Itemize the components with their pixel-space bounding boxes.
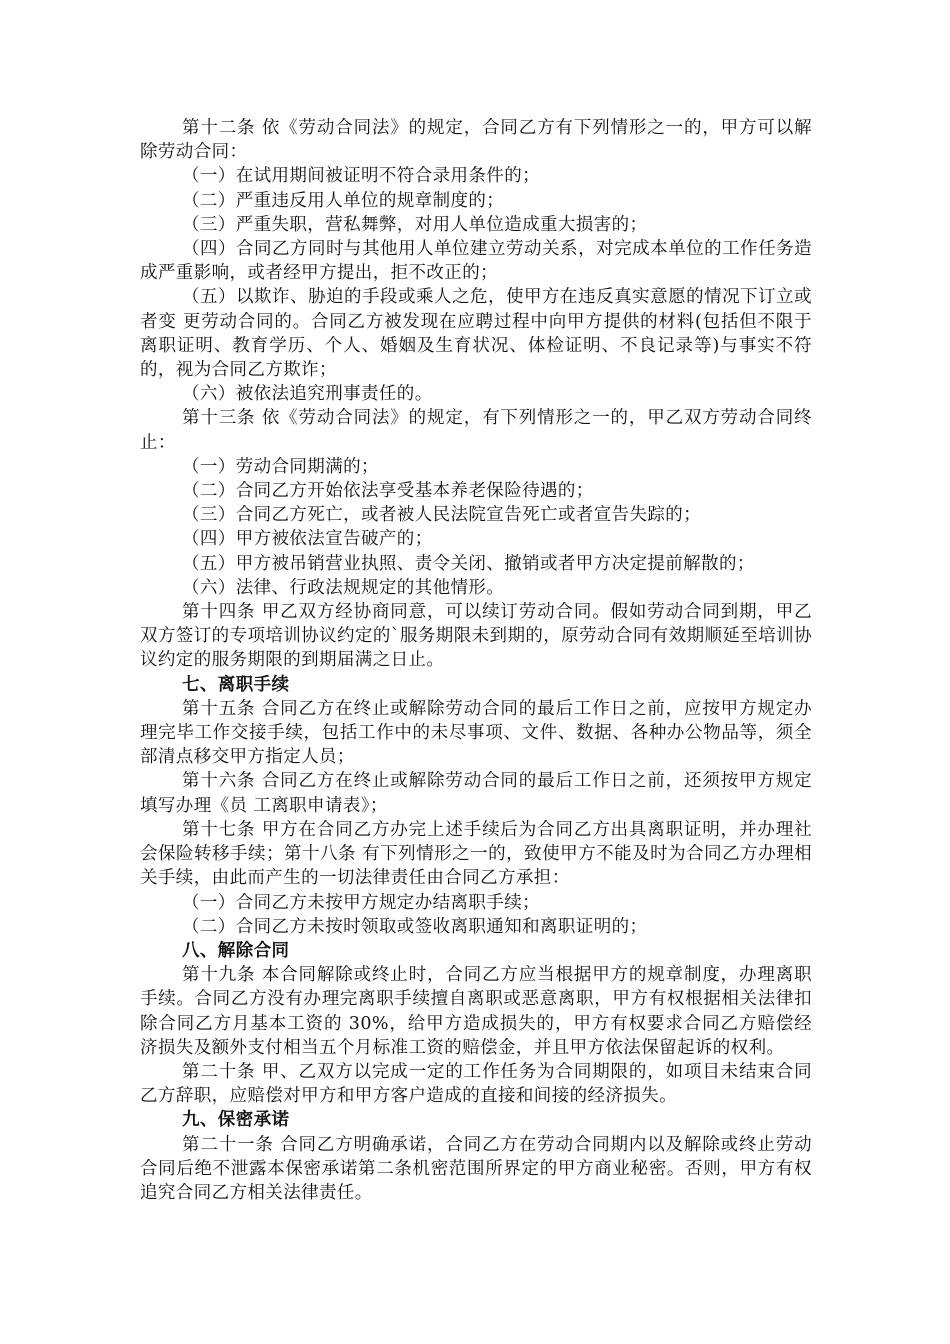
section-heading-9: 九、保密承诺 [182, 1110, 290, 1131]
clause-18-item-1: （一）合同乙方未按甲方规定办结离职手续； [182, 892, 540, 913]
clause-13-item-5: （五）甲方被吊销营业执照、责令关闭、撤销或者甲方决定提前解散的； [182, 553, 755, 574]
clause-12-item-5: （五）以欺诈、胁迫的手段或乘人之危，使甲方在违反真实意愿的情况下订立或者变 更劳动合同的。合同乙方被发现在应聘过程中向甲方提供的材料(包括但不限于离职证明、教育学历、个人、婚姻及生育状况、体检证明、不良记录等)与事实不符的，视为合同乙方欺诈； [140, 287, 812, 381]
clause-12-item-3: （三）严重失职，营私舞弊，对用人单位造成重大损害的； [182, 214, 648, 235]
clause-21: 第二十一条 合同乙方明确承诺，合同乙方在劳动合同期内以及解除或终止劳动合同后绝不泄露本保密承诺第二条机密范围所界定的甲方商业秘密。否则，甲方有权追究合同乙方相关法律责任。 [140, 1134, 812, 1203]
clause-12-item-1: （一）在试用期间被证明不符合录用条件的； [182, 166, 540, 187]
clause-12-item-4: （四）合同乙方同时与其他用人单位建立劳动关系，对完成本单位的工作任务造成严重影响，或者经甲方提出，拒不改正的； [140, 239, 812, 284]
section-heading-8: 八、解除合同 [182, 940, 290, 961]
clause-12-item-6: （六）被依法追究刑事责任的。 [182, 384, 433, 405]
clause-12-item-2: （二）严重违反用人单位的规章制度的； [182, 190, 505, 211]
clause-18-item-2: （二）合同乙方未按时领取或签收离职通知和离职证明的； [182, 916, 648, 937]
clause-13-item-4: （四）甲方被依法宣告破产的； [182, 529, 433, 550]
clause-17-18: 第十七条 甲方在合同乙方办完上述手续后为合同乙方出具离职证明，并办理社会保险转移手续；第十八条 有下列情形之一的，致使甲方不能及时为合同乙方办理相关手续，由此而产生的一切法律责任由合同乙方承担： [140, 819, 812, 889]
clause-15: 第十五条 合同乙方在终止或解除劳动合同的最后工作日之前，应按甲方规定办理完毕工作交接手续，包括工作中的未尽事项、文件、数据、各种办公物品等，须全部清点移交甲方指定人员； [140, 698, 812, 768]
clause-20: 第二十条 甲、乙双方以完成一定的工作任务为合同期限的，如项目未结束合同乙方辞职，应赔偿对甲方和甲方客户造成的直接和间接的经济损失。 [140, 1061, 812, 1107]
clause-19: 第十九条 本合同解除或终止时，合同乙方应当根据甲方的规章制度，办理离职手续。合同乙方没有办理完离职手续擅自离职或恶意离职，甲方有权根据相关法律扣除合同乙方月基本工资的 30%，给甲方造成损失的，甲方有权要求合同乙方赔偿经济损失及额外支付相当五个月标准工资的赔偿金，并且甲方依法保留起诉的权利。 [140, 965, 812, 1058]
clause-13-item-2: （二）合同乙方开始依法享受基本养老保险待遇的； [182, 481, 594, 502]
clause-13: 第十三条 依《劳动合同法》的规定，有下列情形之一的，甲乙双方劳动合同终止： [140, 408, 812, 453]
section-heading-7: 七、离职手续 [182, 674, 290, 695]
clause-16: 第十六条 合同乙方在终止或解除劳动合同的最后工作日之前，还须按甲方规定填写办理《员 工离职申请表》； [140, 771, 812, 816]
clause-14: 第十四条 甲乙双方经协商同意，可以续订劳动合同。假如劳动合同到期，甲乙双方签订的专项培训协议约定的`服务期限未到期的，原劳动合同有效期顺延至培训协议约定的服务期限的到期届满之日止。 [140, 602, 812, 671]
clause-13-item-1: （一）劳动合同期满的； [182, 456, 379, 477]
clause-12: 第十二条 依《劳动合同法》的规定，合同乙方有下列情形之一的，甲方可以解除劳动合同： [140, 118, 812, 163]
clause-13-item-6: （六）法律、行政法规规定的其他情形。 [182, 577, 505, 598]
document-body [140, 116, 812, 1205]
clause-13-item-3: （三）合同乙方死亡，或者被人民法院宣告死亡或者宣告失踪的； [182, 505, 702, 526]
